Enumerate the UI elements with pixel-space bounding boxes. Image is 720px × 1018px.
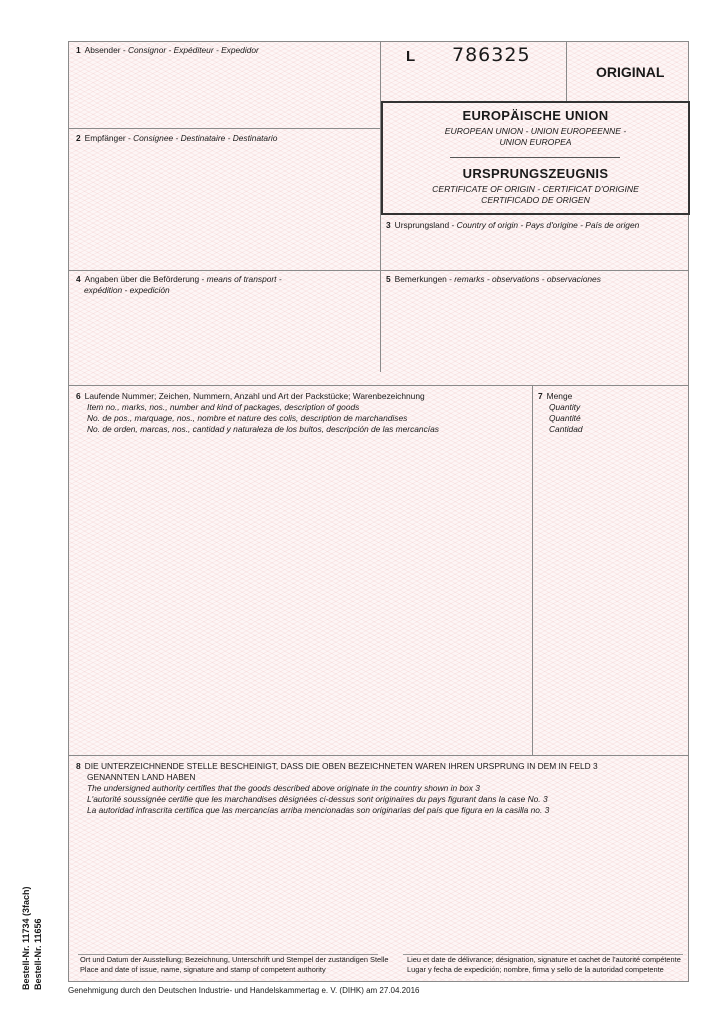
box7-label: [538, 391, 583, 435]
divider-row3: [68, 385, 689, 386]
transport-field[interactable]: [70, 298, 378, 383]
box5-label-translations: remarks - observations - observaciones: [451, 274, 601, 284]
box3-number: 3: [386, 220, 391, 230]
eu-subtitle-1: EUROPEAN UNION - UNION EUROPEENNE -: [444, 126, 627, 136]
signature-caption-left-2: Place and date of issue, name, signature and stamp of competent authority: [80, 965, 326, 974]
box7-label-de: Menge: [546, 391, 573, 401]
box8-number: 8: [76, 761, 81, 771]
eu-separator: [450, 157, 620, 158]
eu-subtitle-2: UNION EUROPEA: [499, 137, 572, 147]
eu-title: EUROPÄISCHE UNION: [462, 108, 609, 123]
divider-box6-box7: [532, 385, 533, 755]
box1-label-de: Absender -: [84, 45, 126, 55]
box2-label-de: Empfänger -: [84, 133, 131, 143]
certification-field[interactable]: [70, 822, 687, 952]
box1-number: 1: [76, 45, 81, 55]
box5-number: 5: [386, 274, 391, 284]
box2-number: 2: [76, 133, 81, 143]
signature-caption-left-1: Ort und Datum der Ausstellung; Bezeichnung, Unterschrift und Stempel der zuständigen Stelle: [80, 955, 389, 964]
box7-number: 7: [538, 391, 543, 401]
country-of-origin-field[interactable]: [383, 233, 687, 268]
box4-label-translations-2: expédition - expedición: [84, 285, 170, 295]
certificate-subtitle-1: CERTIFICATE OF ORIGIN - CERTIFICAT D'ORIGINE: [432, 184, 639, 194]
consignee-field[interactable]: [70, 146, 378, 268]
box2-label: [76, 133, 277, 144]
box7-label-es: Cantidad: [549, 424, 583, 434]
divider-row2: [68, 270, 689, 271]
box3-label-de: Ursprungsland -: [394, 220, 455, 230]
box5-label-de: Bemerkungen -: [394, 274, 452, 284]
certificate-title: URSPRUNGSZEUGNIS: [462, 166, 609, 181]
order-number-2: Bestell-Nr. 11656: [33, 918, 43, 990]
box8-label-fr: L'autorité soussignée certifie que les marchandises désignées ci-dessus sont originaires du pays figurant dans la case No. 3: [87, 794, 548, 804]
goods-description-field[interactable]: [70, 440, 530, 753]
box7-label-en: Quantity: [549, 402, 581, 412]
remarks-field[interactable]: [383, 288, 687, 383]
box7-label-fr: Quantité: [549, 413, 581, 423]
box6-label-en: Item no., marks, nos., number and kind of packages, description of goods: [87, 402, 360, 412]
box3-label-translations: Country of origin - Pays d'origine - País de origen: [454, 220, 640, 230]
box8-label: [76, 761, 598, 816]
box8-label-es: La autoridad infrascrita certifica que las mercancías arriba mencionadas son originarias del país que figura en la casilla no. 3: [87, 805, 550, 815]
divider-box8: [68, 755, 689, 756]
box6-label-de: Laufende Nummer; Zeichen, Nummern, Anzahl und Art der Packstücke; Warenbezeichnung: [84, 391, 425, 401]
box2-label-translations: Consignee - Destinataire - Destinatario: [130, 133, 278, 143]
original-label: ORIGINAL: [596, 64, 665, 80]
consignor-field[interactable]: [70, 58, 378, 126]
serial-letter: L: [406, 48, 416, 65]
box6-number: 6: [76, 391, 81, 401]
box1-label: [76, 45, 259, 56]
box4-label: [76, 274, 282, 296]
signature-caption-right: [407, 955, 681, 975]
box8-label-de-2: GENANNTEN LAND HABEN: [87, 772, 196, 782]
box1-label-translations: Consignor - Expéditeur - Expedidor: [125, 45, 259, 55]
divider-box1-box2: [68, 128, 381, 129]
order-number-1: Bestell-Nr. 11734 (3fach): [21, 886, 31, 990]
serial-number: 786325: [452, 44, 531, 66]
box4-label-de: Angaben über die Beförderung -: [84, 274, 205, 284]
box3-label: [386, 220, 639, 231]
approval-footer: Genehmigung durch den Deutschen Industrie- und Handelskammertag e. V. (DIHK) am 27.04.2016: [68, 986, 420, 995]
box5-label: [386, 274, 601, 285]
box4-label-translations: means of transport -: [204, 274, 282, 284]
order-numbers-side: [20, 886, 44, 990]
box4-number: 4: [76, 274, 81, 284]
signature-caption-right-2: Lugar y fecha de expedición; nombre, firma y sello de la autoridad competente: [407, 965, 664, 974]
divider-serial-original: [566, 41, 567, 101]
box6-label: [76, 391, 439, 435]
signature-caption-left: [80, 955, 389, 975]
box6-label-fr: No. de pos., marquage, nos., nombre et nature des colis, description de marchandises: [87, 413, 408, 423]
box8-label-de-1: DIE UNTERZEICHNENDE STELLE BESCHEINIGT, DASS DIE OBEN BEZEICHNETEN WAREN IHREN URSPRUNG IN DEM IN FELD 3: [84, 761, 598, 771]
signature-caption-right-1: Lieu et date de délivrance; désignation, signature et cachet de l'autorité compétente: [407, 955, 681, 964]
box8-label-en: The undersigned authority certifies that the goods described above originate in the country shown in box 3: [87, 783, 480, 793]
quantity-field[interactable]: [535, 440, 687, 753]
certificate-subtitle-2: CERTIFICADO DE ORIGEN: [481, 195, 590, 205]
box6-label-es: No. de orden, marcas, nos., cantidad y naturaleza de los bultos, descripción de las mercancías: [87, 424, 439, 434]
